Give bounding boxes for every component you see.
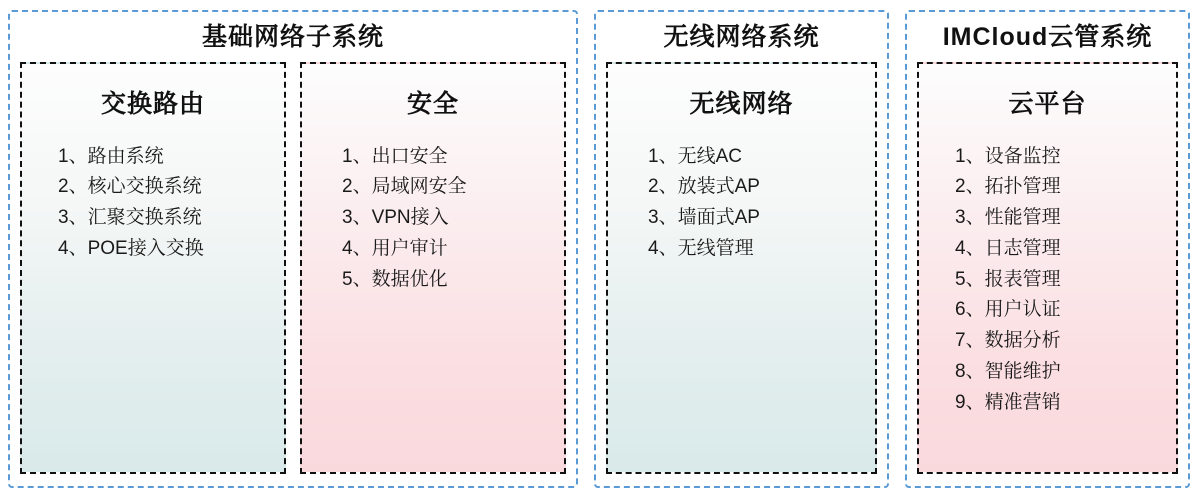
group-body: [606, 62, 877, 475]
list-item: 2、放装式AP: [648, 176, 760, 198]
group-body: [20, 62, 566, 475]
list-item: 4、无线管理: [648, 237, 754, 259]
panel-title: 交换路由: [100, 89, 205, 118]
list-item: 8、智能维护: [955, 360, 1061, 382]
list-item: 1、设备监控: [955, 145, 1061, 167]
list-item: 9、精准营销: [955, 391, 1061, 413]
list-item: 4、POE接入交换: [58, 237, 204, 259]
list-item: 5、报表管理: [955, 268, 1061, 290]
group-imcloud-management-system: [905, 10, 1190, 488]
group-title: 基础网络子系统: [201, 23, 384, 51]
list-item: 6、用户认证: [955, 299, 1061, 321]
group-title: 无线网络系统: [663, 23, 820, 51]
list-item: 3、汇聚交换系统: [58, 207, 202, 229]
list-item: 3、性能管理: [955, 207, 1061, 229]
list-item: 4、用户审计: [342, 237, 448, 259]
panel-cloud-platform: [917, 62, 1178, 475]
list-item: 3、墙面式AP: [648, 207, 760, 229]
panel-item-list: [32, 142, 274, 265]
panel-item-list: [312, 142, 554, 296]
panel-title: 安全: [406, 89, 459, 118]
panel-title: 无线网络: [689, 89, 794, 118]
panel-item-list: [618, 142, 865, 265]
list-item: 1、无线AC: [648, 145, 742, 167]
group-wireless-network-system: [594, 10, 889, 488]
panel-item-list: [929, 142, 1166, 419]
list-item: 2、局域网安全: [342, 176, 467, 198]
list-item: 5、数据优化: [342, 268, 448, 290]
group-body: [917, 62, 1178, 475]
list-item: 1、路由系统: [58, 145, 164, 167]
group-basic-network-subsystem: [8, 10, 578, 488]
panel-wireless-network: [606, 62, 877, 475]
list-item: 2、核心交换系统: [58, 176, 202, 198]
panel-switching-routing: [20, 62, 286, 475]
list-item: 2、拓扑管理: [955, 176, 1061, 198]
panel-security: [300, 62, 566, 475]
list-item: 3、VPN接入: [342, 207, 449, 229]
list-item: 1、出口安全: [342, 145, 448, 167]
list-item: 4、日志管理: [955, 237, 1061, 259]
list-item: 7、数据分析: [955, 330, 1061, 352]
group-title: IMCloud云管系统: [942, 23, 1153, 51]
panel-title: 云平台: [1008, 89, 1087, 118]
